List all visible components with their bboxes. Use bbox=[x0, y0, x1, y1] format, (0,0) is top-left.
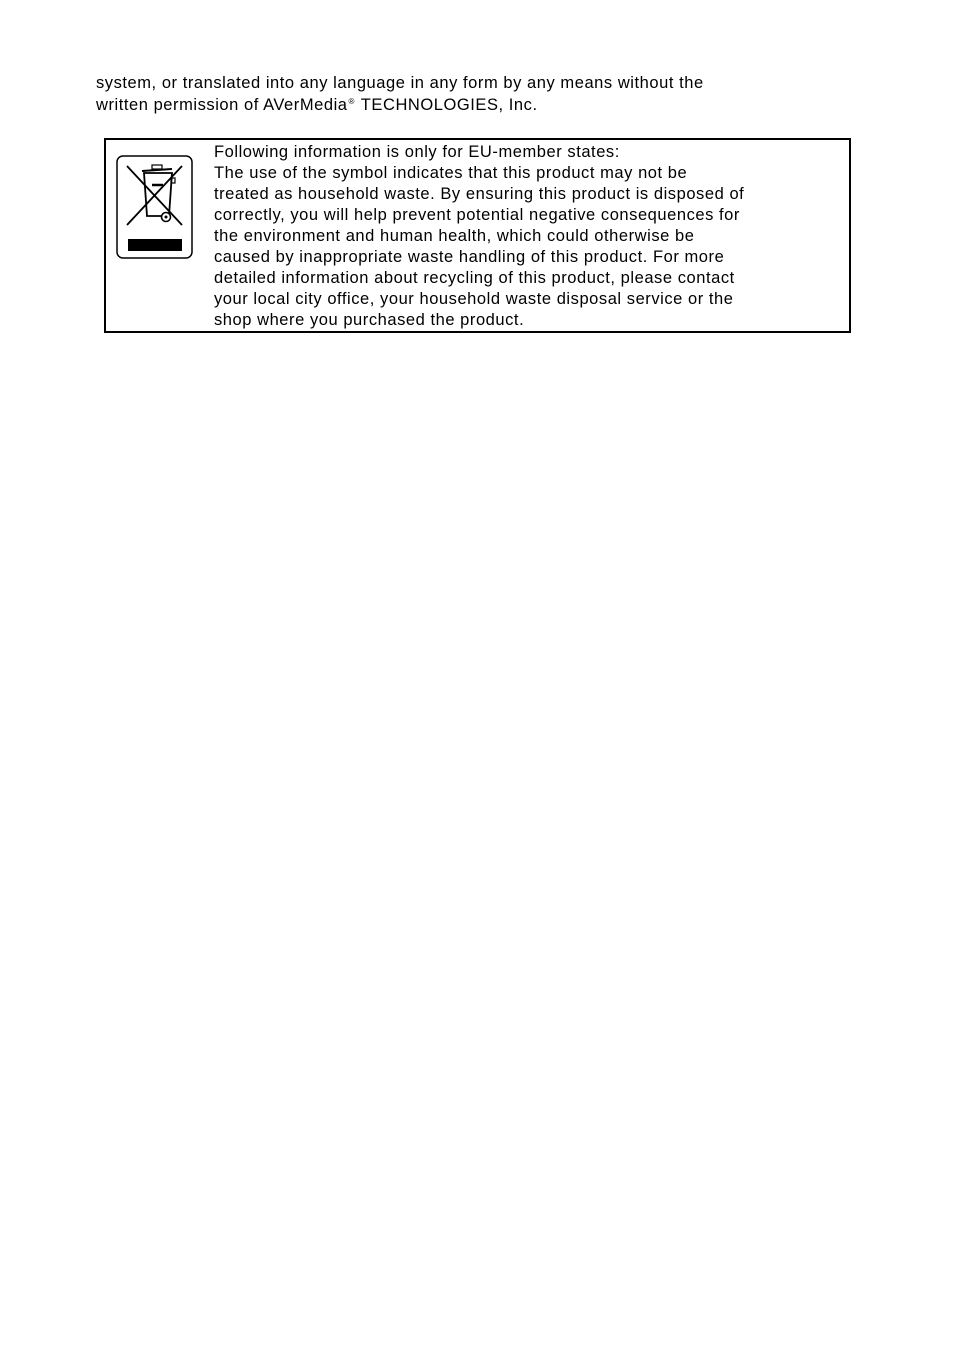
intro-line-2-company: TECHNOLOGIES, Inc. bbox=[355, 95, 538, 114]
notice-line: the environment and human health, which could otherwise be bbox=[214, 227, 695, 245]
intro-line-2-text: written permission of AVerMedia bbox=[96, 95, 348, 114]
eu-weee-notice-box bbox=[104, 138, 851, 333]
notice-heading: Following information is only for EU-member states: bbox=[214, 143, 620, 161]
notice-line: The use of the symbol indicates that this product may not be bbox=[214, 164, 688, 182]
registered-trademark-mark: ® bbox=[348, 96, 355, 106]
notice-line: shop where you purchased the product. bbox=[214, 311, 525, 329]
intro-line-2 bbox=[96, 95, 856, 117]
intro-line-1: system, or translated into any language in any form by any means without the bbox=[96, 74, 704, 92]
notice-line: detailed information about recycling of this product, please contact bbox=[214, 269, 735, 287]
notice-line: treated as household waste. By ensuring this product is disposed of bbox=[214, 185, 745, 203]
crossed-out-wheelie-bin-icon bbox=[116, 155, 193, 260]
notice-line: correctly, you will help prevent potential negative consequences for bbox=[214, 206, 740, 224]
notice-line: caused by inappropriate waste handling of this product. For more bbox=[214, 248, 725, 266]
eu-weee-notice-text bbox=[214, 142, 844, 331]
intro-paragraph bbox=[96, 73, 856, 116]
notice-line: your local city office, your household waste disposal service or the bbox=[214, 290, 734, 308]
